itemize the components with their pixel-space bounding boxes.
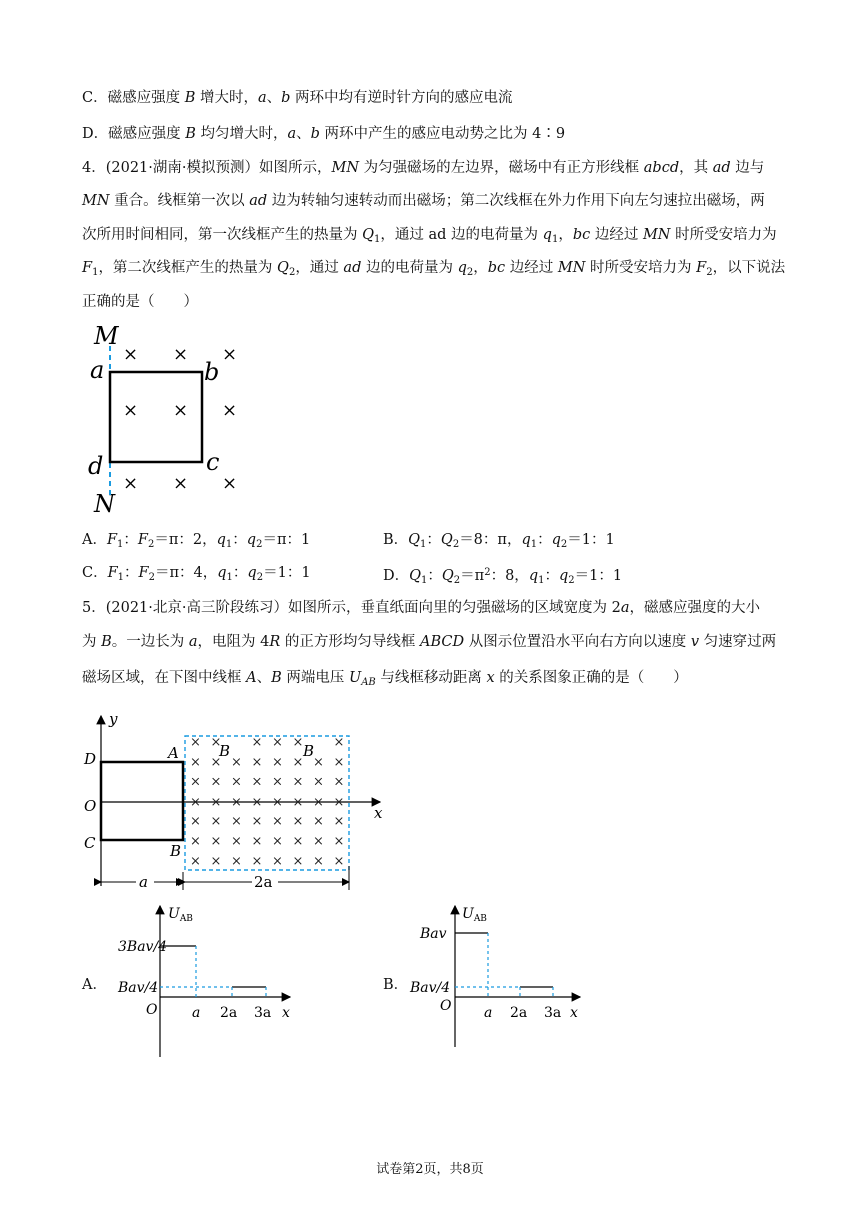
field-cross: × [210, 814, 222, 830]
field-cross: × [251, 735, 263, 750]
field-cross: × [272, 774, 283, 790]
label-B: B [170, 842, 182, 860]
field-cross: × [190, 735, 201, 750]
q4-option-b: B．$Q_1$：$Q_2=8$：π，$q_1$：$q_2=1$：1 [383, 532, 615, 550]
dimension-2a-label: 2a [254, 873, 273, 891]
label-c: c [206, 448, 220, 476]
field-cross: × [313, 774, 324, 790]
field-label-B-left: B [219, 742, 231, 760]
chart-b-low-label: Bav/4 [410, 980, 451, 996]
chart-b-tick-3a: 3a [544, 1005, 562, 1021]
label-b: b [204, 358, 220, 386]
field-cross: × [251, 795, 263, 810]
q4-option-c: C．$F_1$：$F_2=\pi$：4，$q_1$：$q_2=1$：1 [82, 565, 311, 583]
field-cross: × [210, 735, 222, 750]
chart-a-origin: O [146, 1002, 158, 1018]
field-cross: × [292, 814, 304, 830]
chart-b-x-label: x [570, 1005, 578, 1021]
label-a: a [90, 356, 105, 384]
field-cross: × [190, 853, 201, 869]
field-crosses [123, 344, 237, 494]
y-axis-label: y [109, 710, 118, 728]
field-cross: × [292, 853, 304, 869]
field-cross: × [313, 853, 324, 869]
field-cross: × [313, 795, 324, 810]
square-frame-ABCD [101, 762, 183, 840]
chart-b-high-label: Bav [420, 926, 447, 942]
label-C: C [84, 834, 96, 852]
field-cross: × [251, 853, 263, 869]
field-cross: × [272, 814, 283, 830]
svg-text:×: × [173, 344, 189, 365]
field-cross: × [272, 795, 283, 810]
field-cross: × [251, 834, 263, 849]
svg-text:×: × [222, 473, 238, 494]
svg-text:×: × [173, 473, 189, 494]
field-cross: × [210, 834, 222, 849]
q5-figure [80, 706, 400, 892]
q3-option-c: C．磁感应强度 B 增大时，a、b 两环中均有逆时针方向的感应电流 [82, 90, 513, 106]
field-cross: × [333, 754, 345, 770]
chart-a-high-label: 3Bav/4 [118, 939, 168, 955]
q5-stem-line-2: 为 B。一边长为 a，电阻为 4R 的正方形均匀导线框 ABCD 从图示位置沿水平向右方向以速度 v 匀速穿过两 [82, 634, 777, 650]
chart-b-y-label: $U_{AB}$ [462, 906, 487, 924]
field-cross: × [333, 735, 345, 750]
q3-option-d: D．磁感应强度 B 均匀增大时，a、b 两环中产生的感应电动势之比为 4∶9 [82, 126, 566, 142]
field-cross: × [190, 754, 201, 770]
field-cross: × [333, 853, 345, 869]
q4-figure [82, 318, 262, 518]
chart-b-tick-2a: 2a [510, 1005, 528, 1021]
field-cross: × [333, 774, 345, 790]
field-cross: × [231, 795, 242, 810]
field-cross: × [190, 814, 201, 830]
field-cross: × [292, 754, 304, 770]
svg-text:×: × [222, 400, 238, 421]
field-cross: × [231, 774, 242, 790]
field-cross: × [210, 795, 222, 810]
q4-stem-line-3: 次所用时间相同，第一次线框产生的热量为 $Q_1$，通过 ad 边的电荷量为 $q_1$，bc 边经过 MN 时所受安培力为 [82, 227, 777, 245]
label-O: O [84, 797, 97, 815]
field-cross: × [190, 774, 201, 790]
label-A: A [168, 744, 179, 762]
field-cross: × [231, 814, 242, 830]
field-label-B-right: B [303, 742, 315, 760]
page-footer: 试卷第2页，共8页 [376, 1162, 484, 1177]
field-cross: × [251, 774, 263, 790]
field-cross: × [313, 754, 324, 770]
field-cross: × [272, 853, 283, 869]
field-cross: × [210, 853, 222, 869]
x-axis-label: x [374, 804, 383, 822]
field-cross: × [190, 795, 201, 810]
chart-a-tick-a: a [192, 1005, 201, 1021]
field-cross: × [210, 774, 222, 790]
field-cross: × [231, 853, 242, 869]
chart-b-tick-a: a [484, 1005, 493, 1021]
label-M: M [94, 322, 119, 350]
field-cross: × [231, 754, 242, 770]
chart-a-y-label: $U_{AB}$ [168, 906, 193, 924]
field-cross: × [292, 774, 304, 790]
q5-option-a-label: A． [82, 977, 107, 993]
svg-text:×: × [123, 400, 139, 421]
field-cross: × [272, 834, 283, 849]
field-cross: × [272, 754, 283, 770]
svg-text:×: × [123, 344, 139, 365]
q4-stem-line-1: 4．(2021·湖南·模拟预测）如图所示，MN 为匀强磁场的左边界，磁场中有正方形线框 abcd，其 ad 边与 [82, 160, 765, 176]
chart-a-low-label: Bav/4 [118, 980, 159, 996]
field-cross: × [190, 834, 201, 849]
field-cross: × [292, 795, 304, 810]
q5-option-b-label: B． [383, 977, 409, 993]
svg-text:×: × [222, 344, 238, 365]
dimension-a-label: a [139, 873, 148, 891]
field-cross: × [313, 814, 324, 830]
field-cross: × [231, 834, 242, 849]
chart-a-tick-2a: 2a [220, 1005, 238, 1021]
q5-chart-b [400, 902, 610, 1062]
q5-stem-line-1: 5．(2021·北京·高三阶段练习）如图所示，垂直纸面向里的匀强磁场的区域宽度为 2a，磁感应强度的大小 [82, 600, 760, 616]
field-cross: × [292, 735, 304, 750]
q4-option-a: A．$F_1$：$F_2=\pi$：2，$q_1$：$q_2=\pi$：1 [82, 532, 311, 550]
chart-a-x-label: x [282, 1005, 290, 1021]
q4-stem-line-2: MN 重合。线框第一次以 ad 边为转轴匀速转动而出磁场；第二次线框在外力作用下向左匀速拉出磁场，两 [82, 193, 765, 209]
field-cross: × [313, 834, 324, 849]
q4-stem-line-5: 正确的是（ ） [82, 294, 198, 310]
field-cross: × [333, 834, 345, 849]
field-cross: × [251, 754, 263, 770]
field-cross: × [333, 795, 345, 810]
chart-a-tick-3a: 3a [254, 1005, 272, 1021]
q4-option-d: D．$Q_1$：$Q_2=\pi^2$：8，$q_1$：$q_2=1$：1 [383, 567, 623, 586]
chart-b-origin: O [440, 998, 452, 1014]
field-cross: × [292, 834, 304, 849]
svg-text:×: × [173, 400, 189, 421]
field-cross: × [272, 735, 283, 750]
label-N: N [94, 490, 115, 518]
svg-text:×: × [123, 473, 139, 494]
label-D: D [84, 750, 97, 768]
q5-stem-line-3: 磁场区域，在下图中线框 A、B 两端电压 $U_{AB}$ 与线框移动距离 x 的关系图象正确的是（ ） [82, 670, 688, 688]
q4-stem-line-4: $F_1$，第二次线框产生的热量为 $Q_2$，通过 ad 边的电荷量为 $q_2$，bc 边经过 MN 时所受安培力为 $F_2$，以下说法 [82, 260, 786, 278]
q5-chart-a [100, 902, 310, 1062]
field-cross: × [333, 814, 345, 830]
label-d: d [88, 452, 104, 480]
field-cross: × [210, 754, 222, 770]
field-cross: × [251, 814, 263, 830]
